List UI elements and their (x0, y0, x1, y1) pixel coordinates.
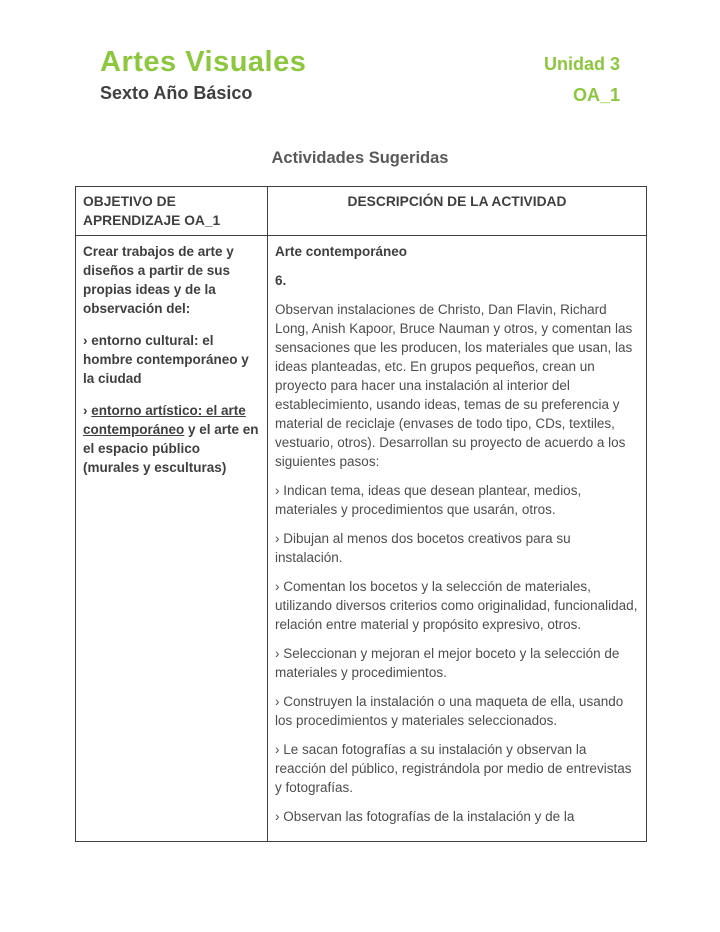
objective-cell (76, 236, 268, 842)
objective-bullet-text: entorno cultural: el hombre contemporáneo y la ciudad (83, 333, 249, 386)
col-header-description: DESCRIPCIÓN DE LA ACTIVIDAD (268, 187, 647, 236)
activity-heading: Arte contemporáneo (275, 244, 408, 259)
activity-step: › Indican tema, ideas que desean plantear, medios, materiales y procedimientos que usarán, otros. (275, 483, 582, 517)
doc-header-left (100, 46, 306, 105)
activity-step: › Comentan los bocetos y la selección de materiales, utilizando diversos criterios como originalidad, funcionalidad, relación entre material y propósito expresivo, otros. (275, 579, 638, 632)
bullet-marker: › (83, 403, 92, 418)
activity-step: › Le sacan fotografías a su instalación y observan la reacción del público, registrándola por medio de entrevistas y fotografías. (275, 742, 632, 795)
activity-cell (268, 236, 647, 842)
objective-bullet (83, 401, 260, 477)
doc-subtitle: Sexto Año Básico (100, 83, 253, 103)
oa-label: OA_1 (572, 85, 620, 105)
activity-step: › Observan las fotografías de la instalación y de la (275, 809, 575, 824)
objective-bullet-underlined: entorno artístico: el arte contemporáneo (83, 403, 246, 437)
objective-bullet (83, 331, 260, 388)
table-header-row (76, 187, 647, 236)
activity-number: 6. (275, 273, 287, 288)
objective-bullet-text: y el arte en el espacio público (murales y esculturas) (83, 422, 259, 475)
col-header-objective: OBJETIVO DE APRENDIZAJE OA_1 (76, 187, 268, 236)
objective-intro: Crear trabajos de arte y diseños a partir de sus propias ideas y de la observación del: (83, 244, 234, 316)
activity-step: › Seleccionan y mejoran el mejor boceto y la selección de materiales y procedimientos. (275, 646, 620, 680)
doc-header (100, 46, 620, 105)
doc-title: Artes Visuales (100, 46, 307, 78)
activity-step: › Construyen la instalación o una maqueta de ella, usando los procedimientos y materiales seleccionados. (275, 694, 624, 728)
activity-cell-content (268, 236, 646, 836)
unit-label: Unidad 3 (543, 54, 620, 74)
table-body-row (76, 236, 647, 842)
activities-table (75, 186, 647, 842)
activities-table-wrap (75, 186, 647, 842)
doc-header-right (544, 46, 620, 105)
activity-step: › Dibujan al menos dos bocetos creativos para su instalación. (275, 531, 571, 565)
objective-cell-content (76, 236, 267, 836)
activity-intro: Observan instalaciones de Christo, Dan Flavin, Richard Long, Anish Kapoor, Bruce Nauman y otros, y comentan las sensaciones que les producen, los materiales que usan, las ideas planteadas, etc. En grupos pequeños, crean un proyecto para hacer una instalación al interior del establecimiento, usando ideas, temas de su preferencia y material de reciclaje (envases de todo tipo, CDs, textiles, vestuario, otros). Desarrollan su proyecto de acuerdo a los siguientes pasos: (275, 302, 633, 469)
bullet-marker: › (83, 333, 92, 348)
page-heading: Actividades Sugeridas (271, 149, 449, 167)
